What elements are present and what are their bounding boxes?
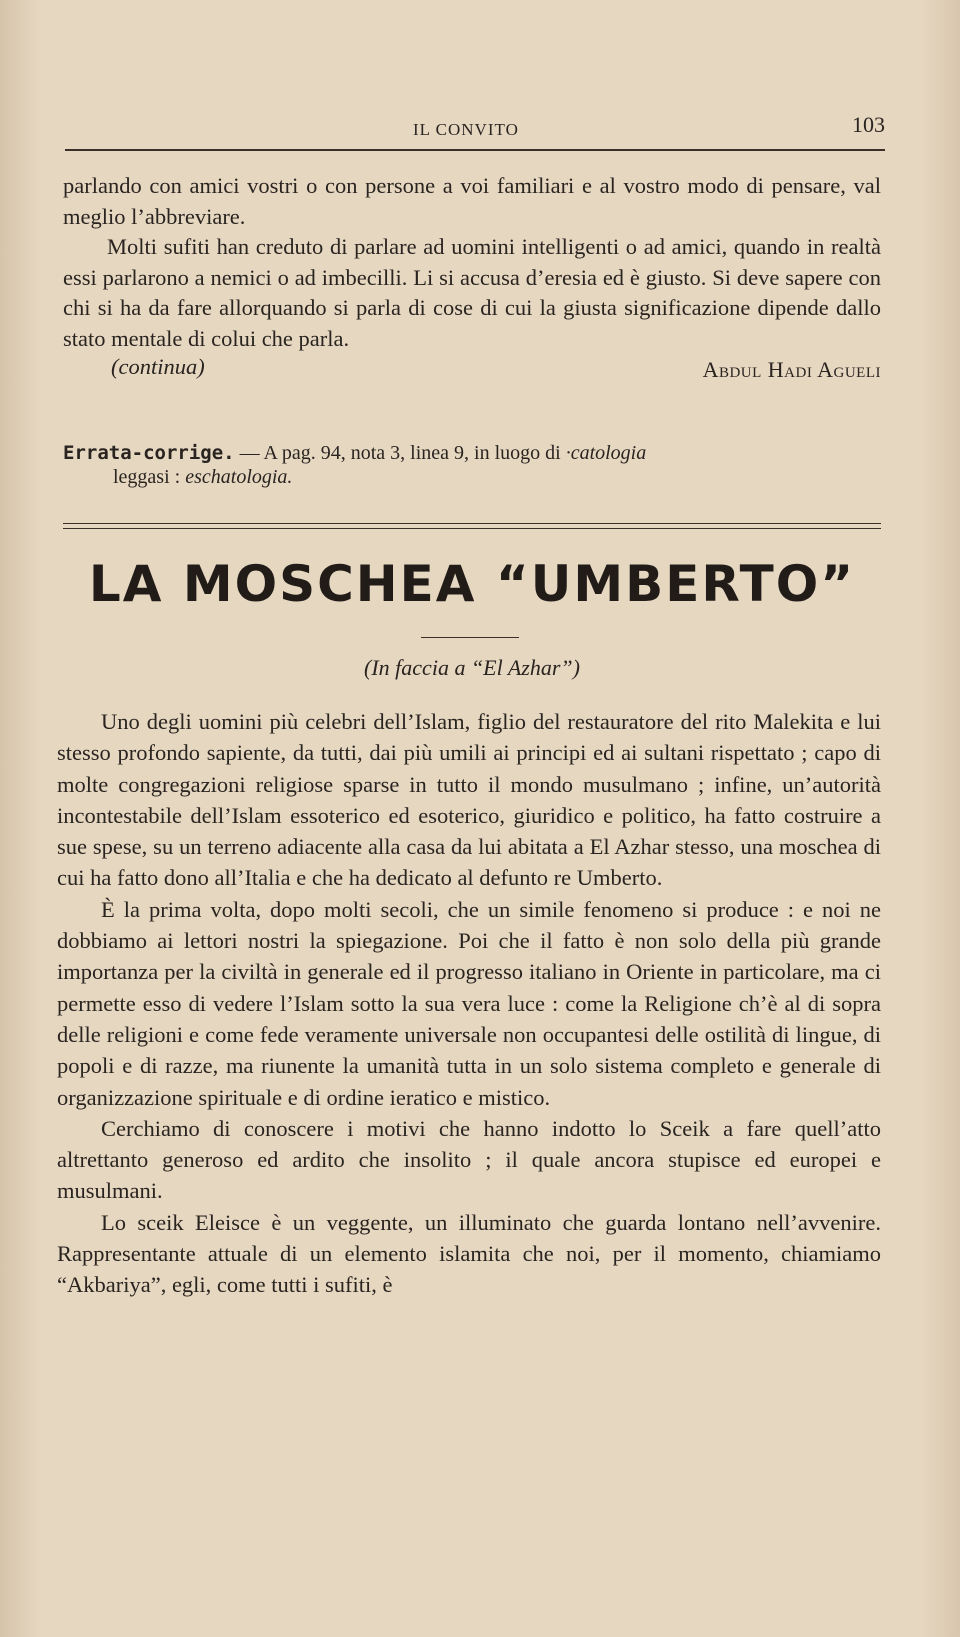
errata-line-2 [63, 465, 885, 489]
paragraph: Molti sufiti han creduto di parlare ad uomini intelligenti o ad amici, quando in realtà essi parlarono a nemici o ad imbecilli. Li si accusa d’eresia ed è giusto. Si deve sapere con chi si ha da fare allorquando si parla di cose di cui la giusta significazione dipende dallo stato mentale di colui che parla. [63, 234, 881, 351]
running-head [63, 112, 885, 142]
page-number: 103 [852, 112, 885, 137]
article-subtitle: (In faccia a “El Azhar”) [364, 655, 580, 680]
errata-wrong-word: ·catologia [565, 442, 647, 464]
headline-rule [421, 637, 519, 638]
errata-right-word: eschatologia. [185, 466, 293, 488]
article-paragraph: È la prima volta, dopo molti secoli, che un simile fenomeno si produce : e noi ne dobbiamo ai lettori nostri la spiegazione. Poi che il fatto è non solo della più grande importanza per la civiltà in generale ed il progresso italiano in Oriente in particolare, ma ci permette esso di vedere l’Islam sotto la sua vera luce : come la Religione ch’è al di sopra delle religioni e come fede veramente universale non occupantesi delle ostilità di lingue, di popoli e di razze, ma riunente la umanità tutta in un solo sistema completo e generale di organizzazione spirituale e di ordine ieratico e mistico. [57, 896, 881, 1110]
running-title: IL CONVITO [413, 120, 519, 139]
section-divider [63, 523, 881, 529]
errata-corrige [63, 441, 885, 489]
article-headline: LA MOSCHEA “UMBERTO” [88, 555, 856, 613]
errata-text-2: leggasi : [113, 466, 186, 488]
errata-label: Errata-corrige. [63, 442, 235, 464]
article-paragraph: Lo sceik Eleisce è un veggente, un illuminato che guarda lontano nell’avvenire. Rappresentante attuale di un elemento islamita che noi, per il momento, chiamiamo “Akbariya”, egli, come tutti i sufiti, è [57, 1209, 881, 1298]
article-paragraph: Cerchiamo di conoscere i motivi che hanno indotto lo Sceik a fare quell’atto altrettanto generoso ed ardito che insolito ; il quale ancora stupisce ed europei e musulmani. [57, 1115, 881, 1204]
paragraph-continued: parlando con amici vostri o con persone a voi familiari e al vostro modo di pensare, val meglio l’abbreviare. [63, 173, 881, 229]
header-rule [65, 149, 885, 151]
errata-text: — A pag. 94, nota 3, linea 9, in luogo di [234, 442, 566, 464]
article-body [57, 706, 881, 1301]
author-signature: Abdul Hadi Agueli [702, 357, 881, 382]
top-text [63, 171, 881, 388]
article-paragraph: Uno degli uomini più celebri dell’Islam, figlio del restauratore del rito Malekita e lui stesso profondo sapiente, da tutti, dai più umili ai principi ed ai sultani rispettato ; capo di molte congregazioni religiose sparse in tutto il mondo musulmano ; infine, un’autorità incontestabile dell’Islam essoterico ed esoterico, giuridico e politico, ha fatto costruire a sue spese, su un terreno adiacente alla casa da lui abitata a El Azhar stesso, una moschea di cui ha fatto dono all’Italia e che ha dedicato al defunto re Umberto. [57, 709, 881, 891]
signature-row [63, 354, 881, 388]
errata-line-1 [63, 441, 885, 465]
continua-note: (continua) [111, 354, 205, 379]
